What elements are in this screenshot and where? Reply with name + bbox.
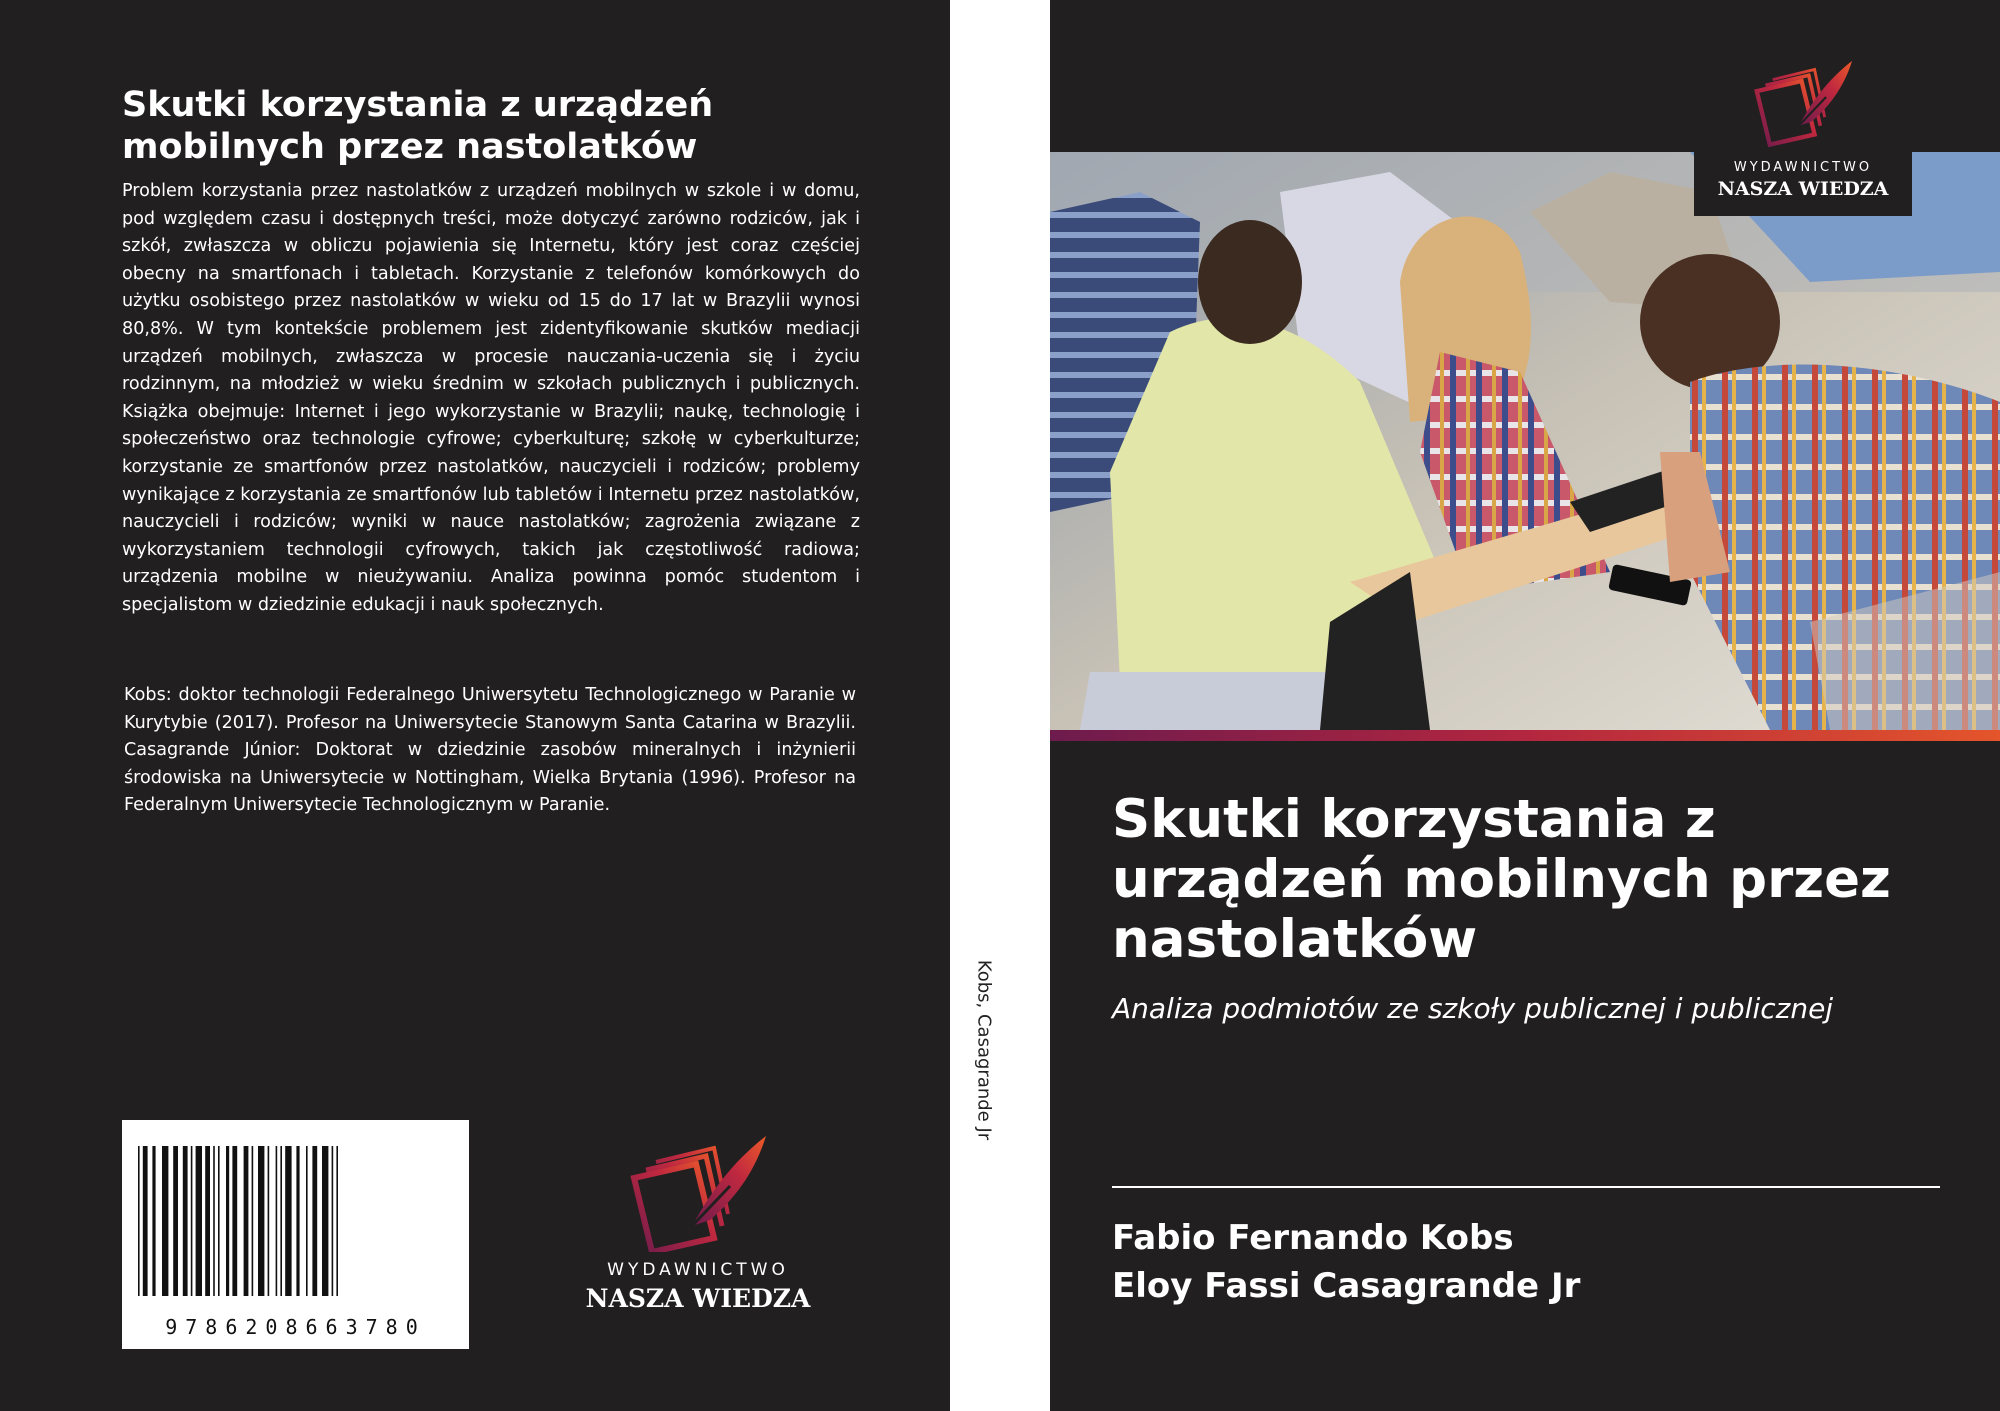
barcode-bar [183,1146,188,1296]
barcode-bar [173,1146,178,1296]
barcode-bar [218,1146,220,1296]
publisher-line1-front: WYDAWNICTWO [1733,160,1873,175]
publisher-line2-front: NASZA WIEDZA [1717,178,1889,200]
divider [1112,1186,1940,1188]
barcode-bar [138,1146,140,1296]
front-cover-title: Skutki korzystania z urządzeń mobilnych przez nastolatków [1112,789,1891,970]
barcode-bar [152,1146,155,1296]
barcode-bar [143,1146,148,1296]
barcode [122,1120,469,1349]
book-quill-logo-icon [1751,56,1855,148]
barcode-bar [226,1146,229,1296]
back-cover-description: Problem korzystania przez nastolatków z urządzeń mobilnych w szkole i w domu, pod względem czasu i dostępnych treści, może dotyczyć zarówno rodziców, jak i szkół, zwłaszcza w obliczu pojawienia się Internetu, który jest coraz częściej obecny na smartfonach i tabletach. Korzystanie z telefonów komórkowych do użytku osobistego przez nastolatków w wieku od 15 do 17 lat w Brazylii wynosi 80,8%. W tym kontekście problemem jest zidentyfikowanie skutków mediacji urządzeń mobilnych, zwłaszcza w procesie nauczania-uczenia się i życiu rodzinnym, na młodzież w wieku średnim w szkołach publicznych i publicznych. Książka obejmuje: Internet i jego wykorzystanie w Brazylii; naukę, technologię i społeczeństwo oraz technologie cyfrowe; cyberkulturę; szkołę w cyberkulturze; korzystanie ze smartfonów przez nastolatków, nauczycieli i rodziców; problemy wynikające z korzystania ze smartfonów lub tabletów i Internetu przez nastolatków, nauczycieli i rodziców; wyniki w nauce nastolatków; zagrożenia związane z wykorzystaniem technologii cyfrowych, takich jak częstotliwość radiowa; urządzenia mobilne w nieużywaniu. Analiza powinna pomóc studentom i specjalistom w dziedzinie edukacji i nauk społecznych. [122,181,860,615]
publisher-line2: NASZA WIEDZA [585,1284,811,1313]
barcode-bar [332,1146,334,1296]
front-cover-subtitle: Analiza podmiotów ze szkoły publicznej i publicznej [1112,992,1834,1025]
spine [950,0,1050,1411]
author-name: Fabio Fernando Kobs [1112,1218,1514,1258]
barcode-bar [258,1146,264,1296]
back-cover-title: Skutki korzystania z urządzeń mobilnych przez nastolatków [122,85,714,167]
accent-stripe [1050,730,2000,741]
author-bio: Kobs: doktor technologii Federalnego Uniwersytetu Technologicznego w Paranie w Kurytybie (2017). Profesor na Uniwersytecie Stanowym Santa Catarina w Brazylii. Casagrande Júnior: Doktorat w dziedzinie zasobów mineralnych i inżynierii środowiska na Uniwersytecie w Nottingham, Wielka Brytania (1996). Profesor na Federalnym Uniwersytecie Technologicznym w Paranie. [124,685,856,816]
barcode-bar [306,1146,308,1296]
barcode-bar [244,1146,249,1296]
barcode-bar [336,1146,338,1296]
barcode-bar [268,1146,270,1296]
barcode-bar [280,1146,282,1296]
cover-photo [1050,152,2000,730]
barcode-bar [162,1146,168,1296]
barcode-bar [276,1146,278,1296]
barcode-bars [134,1146,457,1296]
barcode-bar [296,1146,299,1296]
barcode-bar [196,1146,202,1296]
barcode-bar [205,1146,210,1296]
author-name: Eloy Fassi Casagrande Jr [1112,1266,1581,1306]
barcode-bar [312,1146,317,1296]
book-quill-logo-icon [626,1134,770,1252]
publisher-line1: WYDAWNICTWO [607,1260,789,1280]
barcode-bar [213,1146,215,1296]
barcode-bar [322,1146,328,1296]
barcode-bar [285,1146,291,1296]
barcode-bar [191,1146,193,1296]
publisher-logo-back [568,1126,828,1316]
publisher-logo-front [1694,48,1912,216]
isbn-number: 9786208663780 [165,1315,426,1339]
barcode-bar [232,1146,237,1296]
barcode-bar [252,1146,254,1296]
spine-authors: Kobs, Casagrande Jr [973,959,995,1141]
